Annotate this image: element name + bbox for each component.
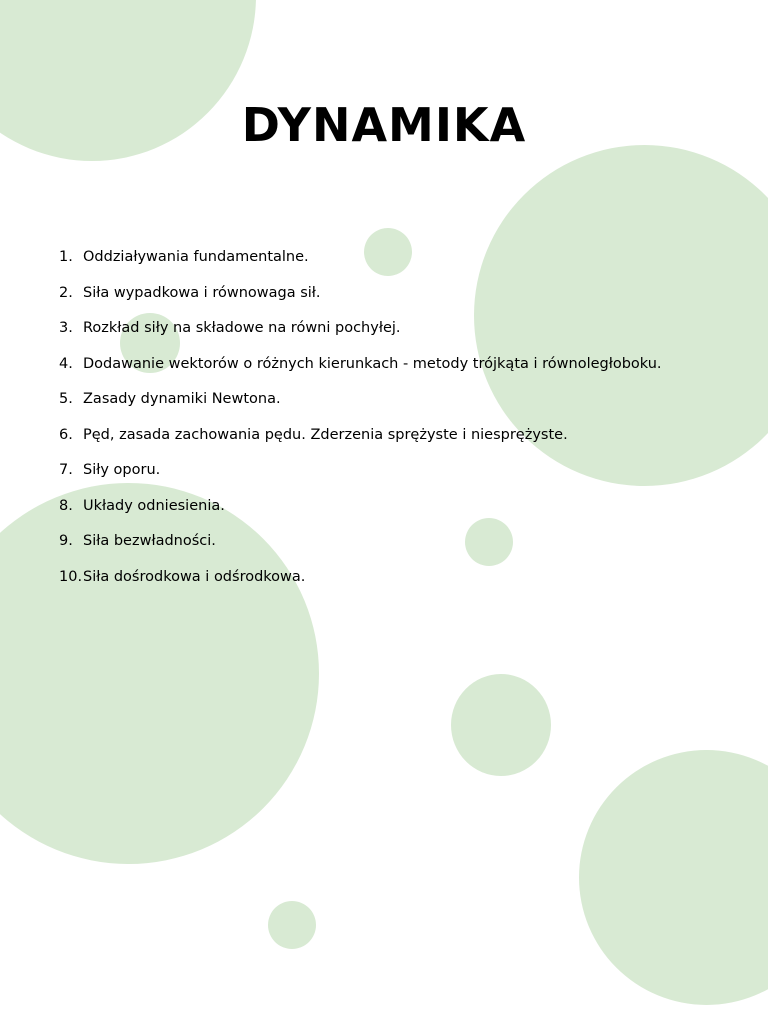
list-item-number: 4. — [59, 355, 73, 372]
list-item-text: Siła wypadkowa i równowaga sił. — [83, 284, 321, 301]
list-item — [59, 246, 662, 282]
list-item-number: 8. — [59, 497, 73, 514]
list-item-text: Rozkład siły na składowe na równi pochyłej. — [83, 320, 401, 336]
list-item — [59, 566, 662, 602]
list-item — [59, 388, 662, 424]
decor-circle-bottom-right — [579, 750, 768, 1005]
list-item — [59, 353, 662, 389]
list-item-text: Siły oporu. — [83, 462, 161, 478]
list-item-number: 3. — [59, 320, 73, 336]
list-item-number: 7. — [59, 462, 73, 478]
list-item — [59, 495, 662, 531]
list-item-text: Oddziaływania fundamentalne. — [83, 249, 309, 265]
page-title: DYNAMIKA — [241, 98, 527, 152]
list-item-text: Zasady dynamiki Newtona. — [83, 391, 281, 407]
list-item-number: 9. — [59, 533, 73, 549]
list-item-number: 2. — [59, 284, 73, 301]
list-item — [59, 282, 662, 318]
list-item-text: Dodawanie wektorów o różnych kierunkach - metody trójkąta i równoległoboku. — [83, 355, 662, 372]
list-item — [59, 459, 662, 495]
list-item-number: 10. — [59, 568, 83, 585]
list-item-text: Siła dośrodkowa i odśrodkowa. — [83, 568, 306, 585]
list-item — [59, 530, 662, 566]
list-item-number: 5. — [59, 391, 73, 407]
list-item-number: 1. — [59, 249, 73, 265]
list-item-text: Siła bezwładności. — [83, 533, 216, 549]
decor-circle-small-bottom — [268, 901, 316, 949]
list-item-number: 6. — [59, 426, 73, 443]
list-item — [59, 317, 662, 353]
list-item-text: Pęd, zasada zachowania pędu. Zderzenia sprężyste i niesprężyste. — [83, 426, 568, 443]
list-item-text: Układy odniesienia. — [83, 497, 225, 514]
topic-list — [59, 246, 662, 601]
decor-circle-medium — [451, 674, 551, 776]
list-item — [59, 424, 662, 460]
